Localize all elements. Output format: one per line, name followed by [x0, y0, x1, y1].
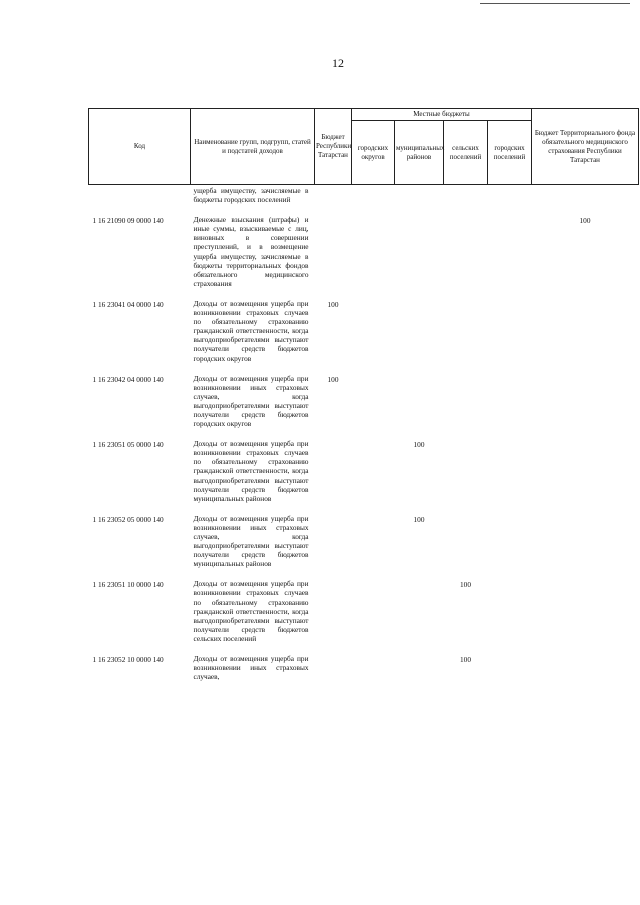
row-urban	[488, 298, 532, 373]
table-row	[89, 373, 639, 439]
row-rt: 100	[327, 374, 339, 384]
row-rural: 100	[460, 580, 471, 590]
row-name: Доходы от возмещения ущерба при возникновении иных страховых случаев, когда выгодоприобретателями выступают получатели средств бюджетов городских округов	[193, 373, 309, 429]
row-rural	[444, 513, 488, 579]
row-name: ущерба имуществу, зачисляемые в бюджеты городских поселений	[193, 186, 309, 205]
row-urban	[488, 185, 532, 215]
header-rt-budget: Бюджет Республики Татарстан	[315, 109, 352, 185]
row-urban	[488, 578, 532, 653]
row-rt	[315, 214, 352, 298]
header-code: Код	[89, 109, 191, 185]
header-municipal-districts: муниципальных районов	[395, 121, 444, 185]
row-name: Доходы от возмещения ущерба при возникновении иных страховых случаев, когда выгодоприобретателями выступают получатели средств бюджетов муниципальных районов	[193, 513, 309, 569]
row-mun	[395, 185, 444, 215]
row-code: 1 16 23051 10 0000 140	[92, 580, 164, 590]
row-urban	[488, 373, 532, 439]
row-urban	[488, 513, 532, 579]
row-code: 1 16 23041 04 0000 140	[92, 299, 164, 309]
table-row	[89, 653, 639, 691]
row-rural: 100	[460, 655, 471, 665]
row-city	[352, 185, 395, 215]
row-city	[352, 438, 395, 513]
row-mun	[395, 214, 444, 298]
top-rule	[480, 3, 630, 4]
header-city-districts: городских округов	[352, 121, 395, 185]
row-mun	[395, 298, 444, 373]
page-number: 12	[332, 56, 344, 70]
row-name: Доходы от возмещения ущерба при возникновении иных страховых случаев,	[193, 654, 309, 682]
row-mun	[395, 373, 444, 439]
row-code	[89, 185, 191, 215]
row-code: 1 16 23052 10 0000 140	[92, 655, 164, 665]
row-rt	[315, 185, 352, 215]
row-tfoms	[532, 438, 639, 513]
row-code: 1 16 23051 05 0000 140	[92, 440, 164, 450]
row-rural	[444, 298, 488, 373]
row-city	[352, 214, 395, 298]
row-tfoms	[532, 185, 639, 215]
row-name: Доходы от возмещения ущерба при возникновении страховых случаев по обязательному страхованию гражданской ответственности, когда выгодоприобретателями выступают получатели средств бюджетов муниципальных районов	[193, 439, 309, 503]
row-code: 1 16 23052 05 0000 140	[92, 514, 164, 524]
row-tfoms	[532, 513, 639, 579]
row-city	[352, 373, 395, 439]
row-rural	[444, 373, 488, 439]
table-row	[89, 438, 639, 513]
row-city	[352, 298, 395, 373]
row-tfoms	[532, 578, 639, 653]
table-row	[89, 578, 639, 653]
row-mun	[395, 653, 444, 691]
row-mun: 100	[413, 440, 425, 450]
row-code: 1 16 21090 09 0000 140	[92, 216, 164, 226]
table-header	[89, 109, 639, 185]
table-row	[89, 298, 639, 373]
row-city	[352, 513, 395, 579]
row-name: Денежные взыскания (штрафы) и иные суммы, взыскиваемые с лиц, виновных в совершении преступлений, и в возмещение ущерба имуществу, зачисляемые в бюджеты территориальных фондов обязательного медицинского страхования	[193, 215, 309, 288]
header-tfoms: Бюджет Территориального фонда обязательного медицинского страхования Республики Татарстан	[532, 109, 639, 185]
header-local-budgets: Местные бюджеты	[352, 109, 532, 121]
row-tfoms	[532, 653, 639, 691]
row-rt	[315, 513, 352, 579]
row-rt	[315, 438, 352, 513]
row-rt	[315, 578, 352, 653]
row-city	[352, 653, 395, 691]
row-name: Доходы от возмещения ущерба при возникновении страховых случаев по обязательному страхованию гражданской ответственности, когда выгодоприобретателями выступают получатели средств бюджетов городских округов	[193, 298, 309, 363]
table-row	[89, 214, 639, 298]
row-mun: 100	[413, 514, 425, 524]
row-rural	[444, 438, 488, 513]
row-rural	[444, 214, 488, 298]
revenue-allocation-table	[88, 108, 639, 691]
row-urban	[488, 214, 532, 298]
row-tfoms	[532, 298, 639, 373]
row-tfoms	[532, 373, 639, 439]
header-rural-settlements: сельских поселений	[444, 121, 488, 185]
table-row	[89, 513, 639, 579]
row-city	[352, 578, 395, 653]
header-urban-settlements: городских поселений	[488, 121, 532, 185]
row-rural	[444, 185, 488, 215]
row-tfoms: 100	[579, 216, 591, 226]
row-mun	[395, 578, 444, 653]
row-rt: 100	[327, 299, 339, 309]
row-name: Доходы от возмещения ущерба при возникновении страховых случаев по обязательному страхованию гражданской ответственности, когда выгодоприобретателями выступают получатели средств бюджетов сельских поселений	[193, 579, 309, 643]
row-urban	[488, 653, 532, 691]
header-name: Наименование групп, подгрупп, статей и подстатей доходов	[191, 109, 315, 185]
table-body	[89, 185, 639, 692]
row-rt	[315, 653, 352, 691]
row-code: 1 16 23042 04 0000 140	[92, 374, 164, 384]
table-row	[89, 185, 639, 215]
row-urban	[488, 438, 532, 513]
